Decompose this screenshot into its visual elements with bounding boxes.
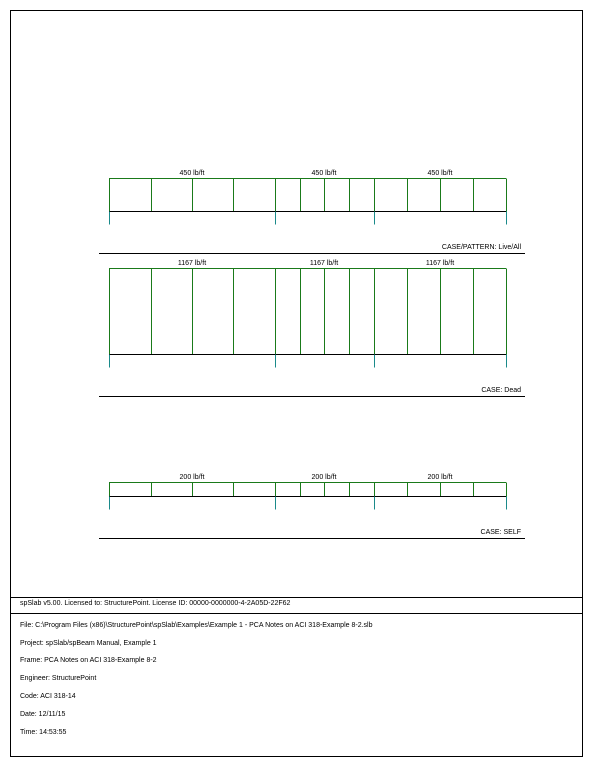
diagram-live-all: [99, 170, 525, 254]
load-label-span-2: 450 lb/ft: [311, 170, 337, 177]
load-label-span-1: 450 lb/ft: [179, 170, 205, 177]
code-line: Code: ACI 318-14: [20, 693, 76, 700]
load-label-span-3: 200 lb/ft: [427, 474, 453, 481]
license-line: spSlab v5.00. Licensed to: StructurePoint. License ID: 00000-0000000-4-2A05D-22F62: [20, 600, 291, 607]
load-label-span-2: 1167 lb/ft: [309, 260, 339, 267]
file-line: File: C:\Program Files (x86)\StructurePoint\spSlab\Examples\Example 1 - PCA Notes on ACI 318-Example 8-2.slb: [20, 622, 373, 629]
diagram-dead: [99, 260, 525, 397]
load-label-span-2: 200 lb/ft: [311, 474, 337, 481]
load-label-span-3: 1167 lb/ft: [425, 260, 455, 267]
date-line: Date: 12/11/15: [20, 711, 66, 718]
load-verticals: [110, 269, 507, 355]
case-label: CASE: SELF: [480, 529, 521, 536]
project-line: Project: spSlab/spBeam Manual, Example 1: [20, 640, 157, 647]
load-verticals: [110, 179, 507, 212]
support-ticks: [110, 212, 507, 225]
load-label-span-3: 450 lb/ft: [427, 170, 453, 177]
diagram-self: [99, 474, 525, 539]
time-line: Time: 14:53:55: [20, 729, 67, 736]
load-label-span-1: 1167 lb/ft: [177, 260, 207, 267]
frame-line: Frame: PCA Notes on ACI 318-Example 8-2: [20, 657, 157, 664]
engineer-line: Engineer: StructurePoint: [20, 675, 97, 682]
load-verticals: [110, 483, 507, 497]
support-ticks: [110, 497, 507, 510]
load-label-span-1: 200 lb/ft: [179, 474, 205, 481]
case-label: CASE/PATTERN: Live/All: [441, 244, 521, 251]
support-ticks: [110, 355, 507, 368]
case-label: CASE: Dead: [481, 387, 521, 394]
